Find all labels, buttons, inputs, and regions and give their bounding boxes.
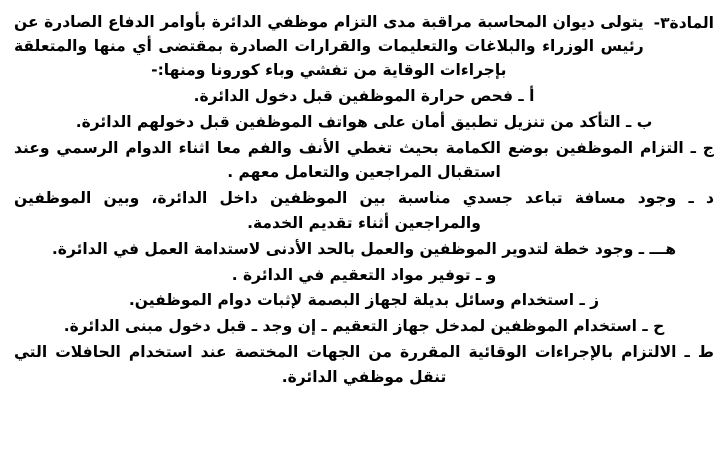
clause-item [14,84,714,109]
clause-marker: ب ـ [626,112,653,131]
clause-item [14,288,714,313]
clause-list [14,84,714,390]
clause-item [14,186,714,236]
clause-text: فحص حرارة الموظفين قبل دخول الدائرة. [193,87,513,106]
clause-marker: ج ـ [690,138,714,157]
clause-item [14,340,714,390]
article-3-block [14,10,714,82]
clause-marker: و ـ [475,265,497,284]
clause-text: وجود خطة لتدوير الموظفين والعمل بالحد الأدنى لاستدامة العمل في الدائرة. [51,239,634,258]
clause-item [14,237,714,262]
article-number-label: المادة٣- [653,14,714,32]
clause-item [14,110,714,135]
clause-text: التأكد من تنزيل تطبيق أمان على هواتف الموظفين قبل دخولهم الدائرة. [75,112,621,131]
clause-text: استخدام وسائل بديلة لجهاز البصمة لإثبات دوام الموظفين. [128,291,575,310]
clause-marker: د ـ [688,189,714,208]
clause-item [14,314,714,339]
clause-item [14,263,714,288]
clause-item [14,136,714,186]
clause-text: التزام الموظفين بوضع الكمامة بحيث تغطي الأنف والفم معا اثناء الدوام الرسمي وعند استقبال المراجعين والتعامل معهم . [14,138,684,182]
clause-marker: هـــ ـ [638,239,677,258]
clause-text: وجود مسافة تباعد جسدي مناسبة بين الموظفين داخل الدائرة، وبين الموظفين والمراجعين أثناء تقديم الخدمة. [14,189,677,233]
clause-marker: ط ـ [684,343,714,362]
clause-text: الالتزام بالإجراءات الوقائية المقررة من الجهات المختصة عند استخدام الحافلات التي تنقل موظفي الدائرة. [14,343,677,386]
clause-marker: ح ـ [642,317,665,336]
clause-marker: أ ـ [518,87,535,106]
clause-text: استخدام الموظفين لمدخل جهاز التعقيم ـ إن وجد ـ قبل دخول مبنى الدائرة. [63,317,637,336]
article-body-text: يتولى ديوان المحاسبة مراقبة مدى التزام موظفي الدائرة بأوامر الدفاع الصادرة عن رئيس الوزراء والبلاغات والتعليمات والقرارات الصادرة بمقتضى أي منها والمتعلقة بإجراءات الوقاية من تفشي وباء كورونا ومنها:- [14,13,644,80]
clause-text: توفير مواد التعقيم في الدائرة . [231,265,471,284]
clause-marker: ز ـ [579,291,600,310]
